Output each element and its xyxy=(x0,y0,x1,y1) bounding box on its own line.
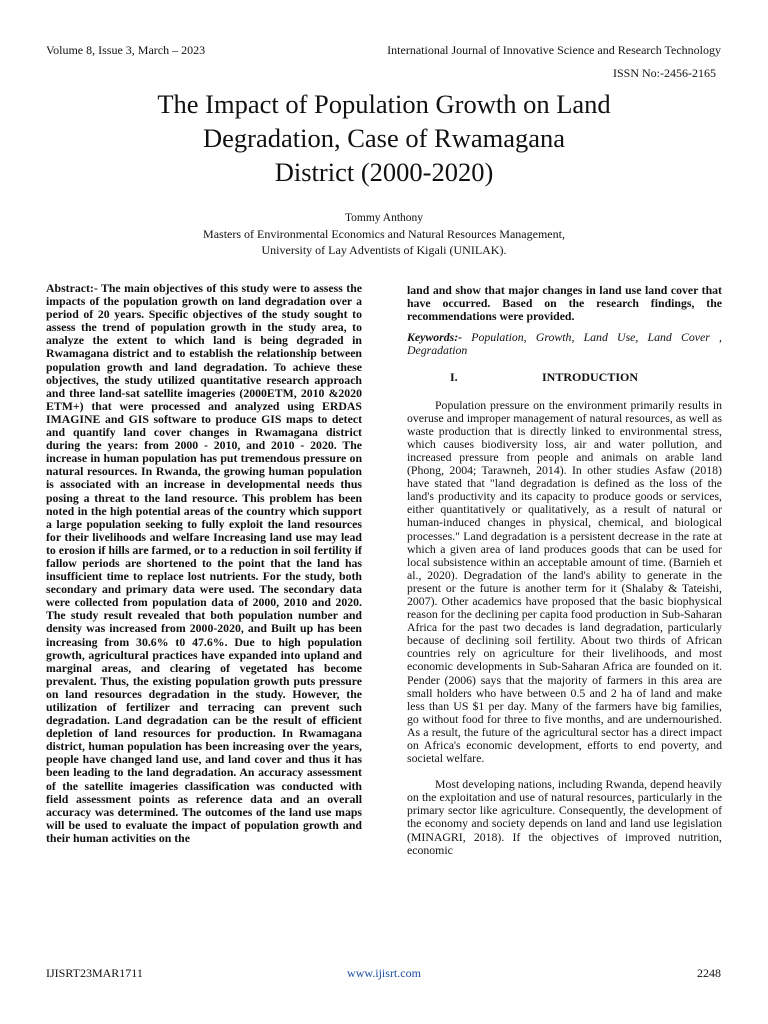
title-line: Degradation, Case of Rwamagana xyxy=(202,123,566,153)
keywords-text: Population, Growth, Land Use, Land Cover , Degradation xyxy=(407,330,722,358)
title-line: District (2000-2020) xyxy=(274,157,494,187)
author-name: Tommy Anthony xyxy=(344,212,424,224)
issn: ISSN No:-2456-2165 xyxy=(612,66,716,80)
section-number: I. xyxy=(450,370,458,385)
right-column xyxy=(407,284,722,857)
affiliation-line: Masters of Environmental Economics and Natural Resources Management, xyxy=(203,227,565,241)
left-column xyxy=(46,282,362,845)
paper-title xyxy=(60,87,708,189)
keywords-label: Keywords:- xyxy=(407,330,463,345)
keywords xyxy=(407,331,722,357)
section-title: INTRODUCTION xyxy=(542,370,639,385)
intro-paragraph: Most developing nations, including Rwanda, depend heavily on the exploitation and use of natural resources, particularly in the primary sector like agriculture. Consequently, the development of the economy and society depends on land and land use legislation (MINAGRI, 2018). If the objectives of improved nutrition, economic xyxy=(407,777,722,857)
author-affiliation xyxy=(0,227,768,258)
volume-issue: Volume 8, Issue 3, March – 2023 xyxy=(46,43,206,57)
intro-paragraph: Population pressure on the environment primarily results in overuse and improper management of natural resources, as well as waste production that is directly linked to environmental stress, which causes biodiversity loss, air and water pollution, and increased pressure from people and animals on arable land (Phong, 2004; Tarawneh, 2014). In other studies Asfaw (2018) have stated that "land degradation is defined as the loss of the land's productivity and its capacity to produce goods or services, either quantitatively or qualitatively, as a result of natural or human-induced changes in physical, chemical, and biological processes." Land degradation is a persistent decrease in the rate at which a given area of land produces goods that can be used for local subsistence within an acceptable amount of time. (Barnieh et al., 2020). Degradation of the land's ability to generate in the present or the future is another term for it (Shalaby & Tateishi, 2007). Other academics have proposed that the basic biophysical reason for the declining per capita food production in Sub-Saharan Africa for the past two decades is land degradation, particularly because of declining soil fertility. About two thirds of African countries rely on agriculture for their livelihoods, and most economic developments in Sub-Saharan Africa are founded on it. Pender (2006) says that the majority of farmers in this area are small holders who have between 0.5 and 2 ha of land and make less than US $1 per day. Many of the farmers have big families, go without food for three to five months, and are undernourished. As a result, the future of the agricultural sector has a direct impact on Africa's economic development, efforts to end poverty, and societal welfare. xyxy=(407,397,722,766)
abstract-body: Abstract:- The main objectives of this study were to assess the impacts of the population growth on land degradation over a period of 20 years. Specific objectives of the study sought to assess the trend of population growth in the study area, to analyze the extent to which land is being degraded in Rwamagana district and to establish the relationship between population growth and land degradation. To achieve these objectives, the study utilized quantitative research approach and three land-sat satellite imageries (2000ETM, 2010 &2020 ETM+) that were processed and analyzed using ERDAS IMAGINE and GIS software to produce GIS maps to detect and quantify land cover changes in Rwamagana district during the years: from 2000 - 2010, and 2010 - 2020. The increase in human population has put tremendous pressure on natural resources. In Rwanda, the growing human population is associated with an increase in developmental needs thus posing a threat to the land resource. This problem has been noted in the high potential areas of the country which support a large population seeking to fully exploit the land resources for their livelihoods and welfare Increasing land use may lead to erosion if hills are farmed, or to a reduction in soil fertility if fallow periods are shortened to the point that the land has insufficient time to replace lost nutrients. For the study, both secondary and primary data were used. The secondary data were collected from population data of 2000, 2010 and 2020. The study result revealed that both population number and density was increased from 2000-2020, and Built up has been increasing from 30.6% t0 47.6%. Due to high population growth, agricultural practices have expanded into upland and marginal areas, and clearing of vegetated has become prevalent. Thus, the existing population growth puts pressure on land resources degradation in the study. However, the utilization of fertilizer and terracing can prevent such degradation. Land degradation can be the result of efficient depletion of land resources for production. In Rwamagana district, human population has been increasing over the years, people have changed land use, and land cover and thus it has been leading to the land degradation. An accuracy assessment of the satellite imageries classification was conducted with field assessment points as reference data and an overall accuracy was determined. The outcomes of the land use maps will be used to evaluate the impact of population growth and their human activities on the xyxy=(46,281,362,845)
journal-name: International Journal of Innovative Science and Research Technology xyxy=(387,43,721,57)
page-number: 2248 xyxy=(697,966,721,980)
abstract-continuation: land and show that major changes in land use land cover that have occurred. Based on the research findings, the recommendations were provided. xyxy=(407,283,722,324)
paper-code: IJISRT23MAR1711 xyxy=(46,966,143,980)
affiliation-line: University of Lay Adventists of Kigali (UNILAK). xyxy=(261,242,507,257)
title-line: The Impact of Population Growth on Land xyxy=(157,89,611,119)
website-link[interactable]: www.ijisrt.com xyxy=(347,966,421,980)
section-heading xyxy=(407,371,722,384)
